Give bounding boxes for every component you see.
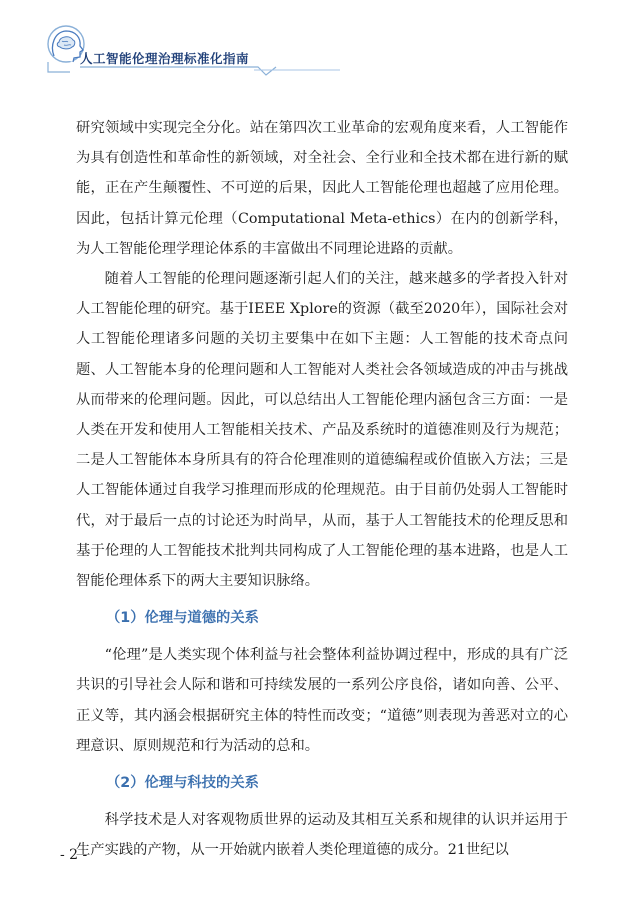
paragraph-continued: 研究领域中实现完全分化。站在第四次工业革命的宏观角度来看，人工智能作为具有创造性和革命性的新领域，对全社会、全行业和全技术都在进行新的赋能，正在产生颠覆性、不可逆的后果，因此人工智能伦理也超越了应用伦理。因此，包括计算元伦理（Computational Meta-ethics）在内的创新学科，为人工智能伦理学理论体系的丰富做出不同理论进路的贡献。 (76, 120, 568, 257)
section-heading-ethics-technology: （2）伦理与科技的关系 (106, 775, 259, 792)
paragraph-ethics-morality: “伦理”是人类实现个体利益与社会整体利益协调过程中，形成的具有广泛共识的引导社会人际和谐和可持续发展的一系列公序良俗，诸如向善、公平、正义等，其内涵会根据研究主体的特性而改变；“道德”则表现为善恶对立的心理意识、原则规范和行为活动的总和。 (76, 647, 568, 754)
page-number: - 2 - (60, 847, 88, 863)
header-title: 人工智能伦理治理标准化指南 (80, 51, 250, 66)
body-text (76, 113, 568, 865)
section-heading-ethics-morality: （1）伦理与道德的关系 (106, 610, 259, 627)
brain-head-icon (48, 26, 84, 62)
paragraph-ethics-technology: 科学技术是人对客观物质世界的运动及其相互关系和规律的认识并运用于生产实践的产物，从一开始就内嵌着人类伦理道德的成分。21世纪以 (76, 812, 568, 859)
paragraph-ethics-scope: 随着人工智能的伦理问题逐渐引起人们的关注，越来越多的学者投入针对人工智能伦理的研究。基于IEEE Xplore的资源（截至2020年），国际社会对人工智能伦理诸多问题的关切主要集中在如下主题：人工智能的技术奇点问题、人工智能本身的伦理问题和人工智能对人类社会各领域造成的冲击与挑战从而带来的伦理问题。因此，可以总结出人工智能伦理内涵包含三方面：一是人类在开发和使用人工智能相关技术、产品及系统时的道德准则及行为规范；二是人工智能体本身所具有的符合伦理准则的道德编程或价值嵌入方法；三是人工智能体通过自我学习推理而形成的伦理规范。由于目前仍处弱人工智能时代，对于最后一点的讨论还为时尚早，从而，基于人工智能技术的伦理反思和基于伦理的人工智能技术批判共同构成了人工智能伦理的基本进路，也是人工智能伦理体系下的两大主要知识脉络。 (76, 271, 568, 590)
